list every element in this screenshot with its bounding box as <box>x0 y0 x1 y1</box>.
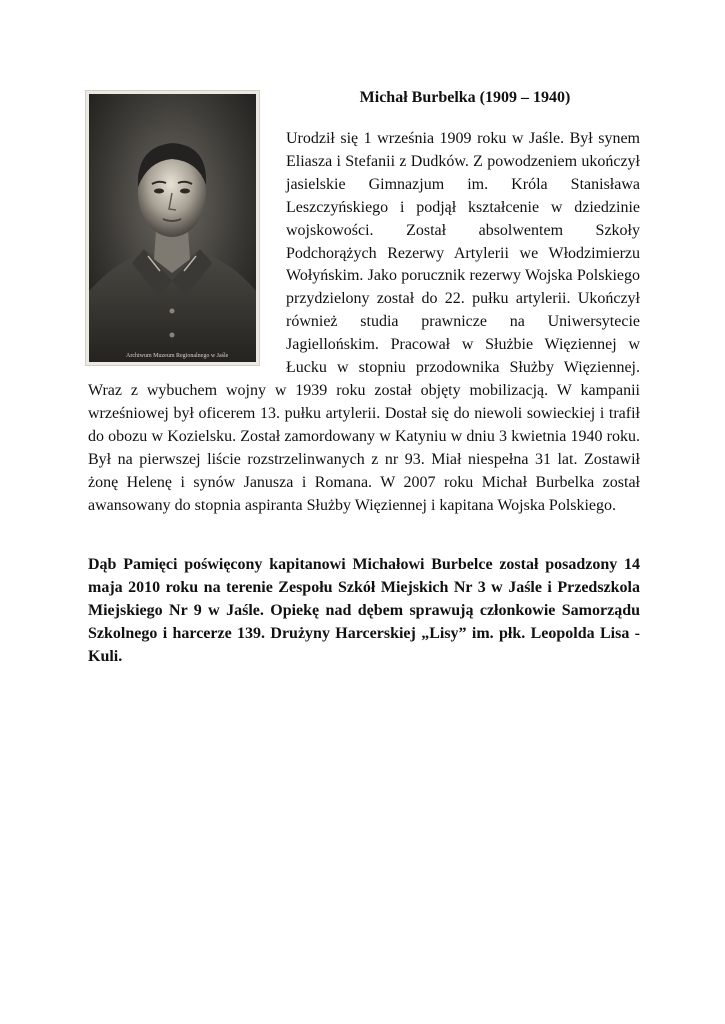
photo-wrap-spacer <box>88 128 286 362</box>
document-title: Michał Burbelka (1909 – 1940) <box>359 89 571 106</box>
memorial-oak-paragraph: Dąb Pamięci poświęcony kapitanowi Michałowi Burbelce został posadzony 14 maja 2010 roku na terenie Zespołu Szkół Miejskich Nr 3 w Jaśle i Przedszkola Miejskiego Nr 9 w Jaśle. Opiekę nad dębem sprawują członkowie Samorządu Szkolnego i harcerze 139. Drużyny Harcerskiej „Lisy” im. płk. Leopolda Lisa - Kuli. <box>88 556 640 665</box>
biography-paragraph <box>88 128 640 517</box>
biography-text: Urodził się 1 września 1909 roku w Jaśle. Był synem Eliasza i Stefanii z Dudków. Z powodzeniem ukończył jasielskie Gimnazjum im. Króla Stanisława Leszczyńskiego i podjął kształcenie w dziedzinie wojskowości. Został absolwentem Szkoły Podchorążych Rezerwy Artylerii we Włodzimierzu Wołyńskim. Jako porucznik rezerwy Wojska Polskiego przydzielony został do 22. pułku artylerii. Ukończył również studia prawnicze na Uniwersytecie Jagiellońskim. Pracował w Służbie Więziennej w Łucku w stopniu przodownika Służby Więziennej. Wraz z wybuchem wojny w 1939 roku został objęty mobilizacją. W kampanii wrześniowej był oficerem 13. pułku artylerii. Dostał się do niewoli sowieckiej i trafił do obozu w Kozielsku. Został zamordowany w Katyniu w dniu 3 kwietnia 1940 roku. Był na pierwszej liście rozstrzelinwanych z nr 93. Miał niespełna 31 lat. Zostawił żonę Helenę i synów Janusza i Romana. W 2007 roku Michał Burbelka został awansowany do stopnia aspiranta Służby Więziennej i kapitana Wojska Polskiego. <box>88 130 640 514</box>
svg-text:Archiwum Muzeum Regionalnego w: Archiwum Muzeum Regionalnego w Jaśle <box>126 353 229 359</box>
